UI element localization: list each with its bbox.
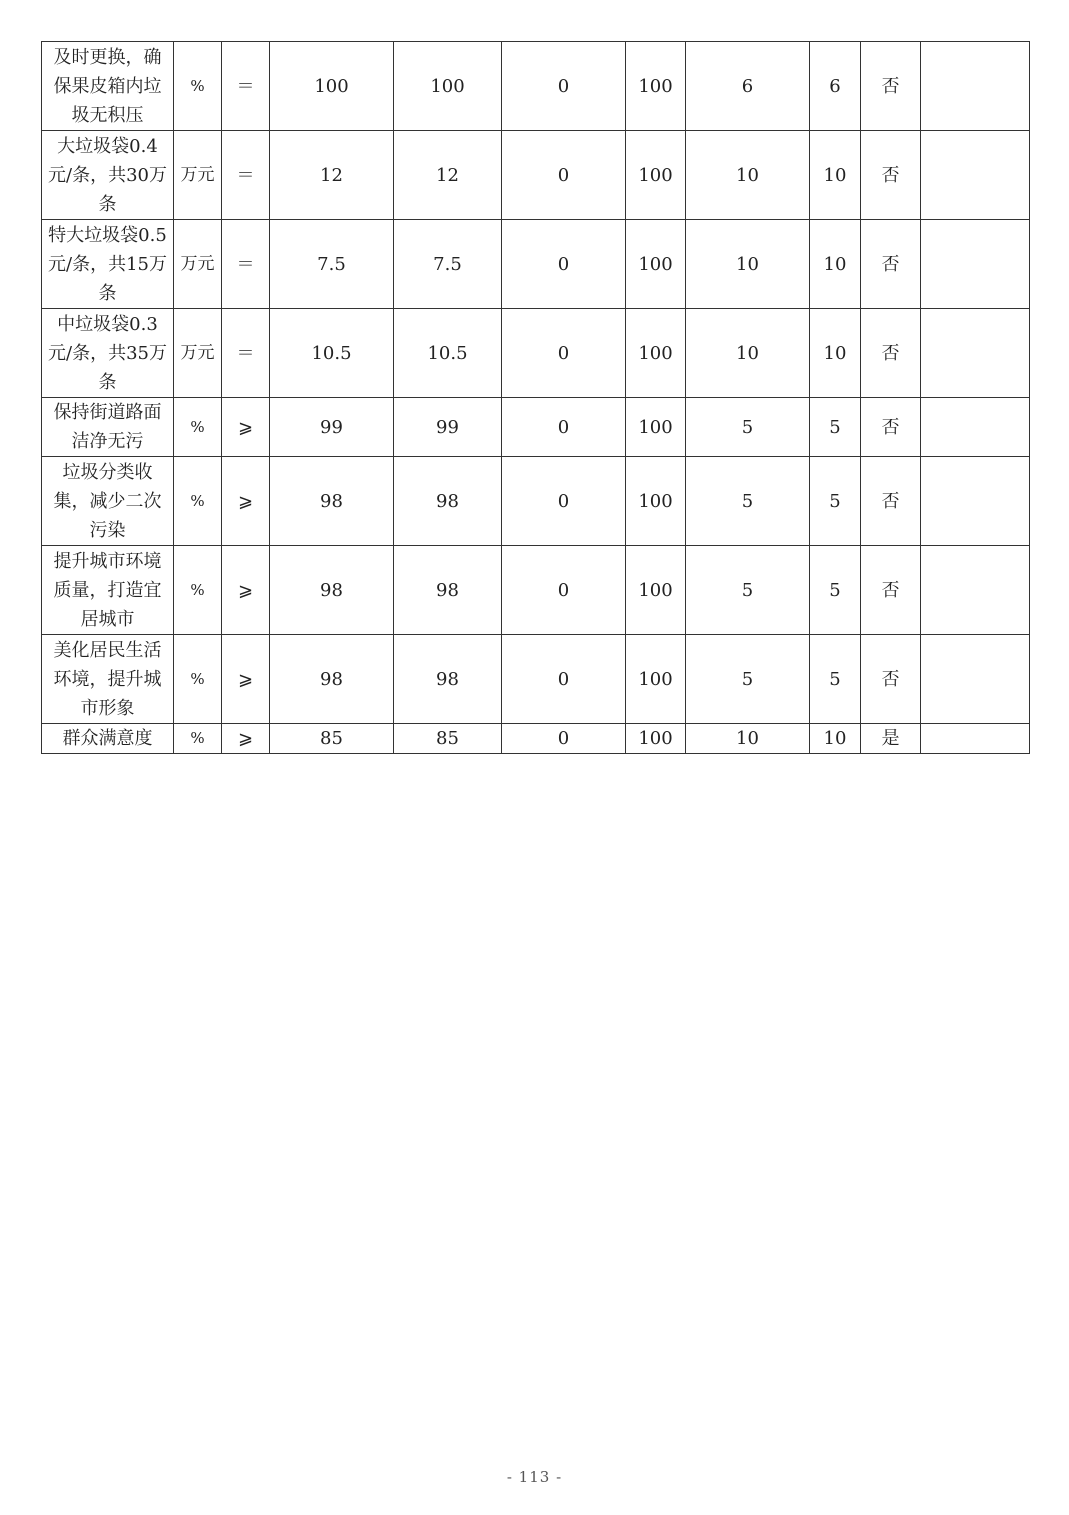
operator-cell: ⩾ <box>222 398 270 457</box>
rate-cell: 100 <box>626 724 686 754</box>
operator-cell: ＝ <box>222 220 270 309</box>
flag-cell: 是 <box>861 724 921 754</box>
unit-cell: % <box>174 724 222 754</box>
actual-value-cell: 85 <box>394 724 502 754</box>
difference-cell: 0 <box>502 546 626 635</box>
note-cell <box>921 635 1030 724</box>
rate-cell: 100 <box>626 546 686 635</box>
score-cell: 5 <box>810 457 861 546</box>
note-cell <box>921 309 1030 398</box>
indicator-name: 美化居民生活环境，提升城市形象 <box>42 635 174 724</box>
rate-cell: 100 <box>626 220 686 309</box>
difference-cell: 0 <box>502 635 626 724</box>
unit-cell: % <box>174 635 222 724</box>
weight-cell: 10 <box>686 220 810 309</box>
unit-cell: 万元 <box>174 131 222 220</box>
target-value-cell: 10.5 <box>270 309 394 398</box>
note-cell <box>921 398 1030 457</box>
rate-cell: 100 <box>626 635 686 724</box>
operator-cell: ⩾ <box>222 724 270 754</box>
weight-cell: 5 <box>686 457 810 546</box>
rate-cell: 100 <box>626 457 686 546</box>
indicator-name: 及时更换，确保果皮箱内垃圾无积压 <box>42 42 174 131</box>
note-cell <box>921 724 1030 754</box>
unit-cell: % <box>174 42 222 131</box>
target-value-cell: 99 <box>270 398 394 457</box>
target-value-cell: 98 <box>270 546 394 635</box>
operator-cell: ⩾ <box>222 635 270 724</box>
table-row <box>42 131 1030 220</box>
table-row <box>42 309 1030 398</box>
unit-cell: % <box>174 457 222 546</box>
difference-cell: 0 <box>502 309 626 398</box>
indicator-name: 中垃圾袋0.3元/条，共35万条 <box>42 309 174 398</box>
indicator-name: 群众满意度 <box>42 724 174 754</box>
indicator-name: 大垃圾袋0.4元/条，共30万条 <box>42 131 174 220</box>
page-number: - 113 - <box>506 1468 563 1486</box>
operator-cell: ＝ <box>222 309 270 398</box>
unit-cell: % <box>174 398 222 457</box>
flag-cell: 否 <box>861 546 921 635</box>
table-row <box>42 42 1030 131</box>
note-cell <box>921 131 1030 220</box>
weight-cell: 10 <box>686 131 810 220</box>
indicator-name: 特大垃圾袋0.5元/条，共15万条 <box>42 220 174 309</box>
difference-cell: 0 <box>502 220 626 309</box>
table-row <box>42 546 1030 635</box>
actual-value-cell: 98 <box>394 635 502 724</box>
rate-cell: 100 <box>626 42 686 131</box>
difference-cell: 0 <box>502 42 626 131</box>
weight-cell: 10 <box>686 724 810 754</box>
score-cell: 10 <box>810 131 861 220</box>
target-value-cell: 85 <box>270 724 394 754</box>
weight-cell: 5 <box>686 635 810 724</box>
table-row <box>42 220 1030 309</box>
indicator-name: 垃圾分类收集，减少二次污染 <box>42 457 174 546</box>
score-cell: 10 <box>810 309 861 398</box>
target-value-cell: 100 <box>270 42 394 131</box>
difference-cell: 0 <box>502 131 626 220</box>
table-row <box>42 635 1030 724</box>
flag-cell: 否 <box>861 42 921 131</box>
note-cell <box>921 42 1030 131</box>
score-cell: 6 <box>810 42 861 131</box>
score-cell: 10 <box>810 220 861 309</box>
operator-cell: ⩾ <box>222 457 270 546</box>
actual-value-cell: 12 <box>394 131 502 220</box>
target-value-cell: 12 <box>270 131 394 220</box>
table-row <box>42 398 1030 457</box>
operator-cell: ＝ <box>222 131 270 220</box>
operator-cell: ⩾ <box>222 546 270 635</box>
flag-cell: 否 <box>861 309 921 398</box>
flag-cell: 否 <box>861 457 921 546</box>
flag-cell: 否 <box>861 635 921 724</box>
difference-cell: 0 <box>502 457 626 546</box>
note-cell <box>921 546 1030 635</box>
flag-cell: 否 <box>861 398 921 457</box>
difference-cell: 0 <box>502 724 626 754</box>
weight-cell: 5 <box>686 398 810 457</box>
target-value-cell: 98 <box>270 457 394 546</box>
actual-value-cell: 100 <box>394 42 502 131</box>
unit-cell: % <box>174 546 222 635</box>
table-row <box>42 457 1030 546</box>
operator-cell: ＝ <box>222 42 270 131</box>
flag-cell: 否 <box>861 131 921 220</box>
difference-cell: 0 <box>502 398 626 457</box>
actual-value-cell: 98 <box>394 546 502 635</box>
performance-table <box>41 41 1030 754</box>
table-row <box>42 724 1030 754</box>
unit-cell: 万元 <box>174 309 222 398</box>
weight-cell: 10 <box>686 309 810 398</box>
flag-cell: 否 <box>861 220 921 309</box>
rate-cell: 100 <box>626 131 686 220</box>
actual-value-cell: 7.5 <box>394 220 502 309</box>
unit-cell: 万元 <box>174 220 222 309</box>
actual-value-cell: 98 <box>394 457 502 546</box>
rate-cell: 100 <box>626 309 686 398</box>
target-value-cell: 7.5 <box>270 220 394 309</box>
target-value-cell: 98 <box>270 635 394 724</box>
rate-cell: 100 <box>626 398 686 457</box>
score-cell: 10 <box>810 724 861 754</box>
note-cell <box>921 457 1030 546</box>
weight-cell: 6 <box>686 42 810 131</box>
score-cell: 5 <box>810 635 861 724</box>
score-cell: 5 <box>810 398 861 457</box>
note-cell <box>921 220 1030 309</box>
actual-value-cell: 99 <box>394 398 502 457</box>
indicator-name: 保持街道路面洁净无污 <box>42 398 174 457</box>
weight-cell: 5 <box>686 546 810 635</box>
score-cell: 5 <box>810 546 861 635</box>
actual-value-cell: 10.5 <box>394 309 502 398</box>
indicator-name: 提升城市环境质量，打造宜居城市 <box>42 546 174 635</box>
